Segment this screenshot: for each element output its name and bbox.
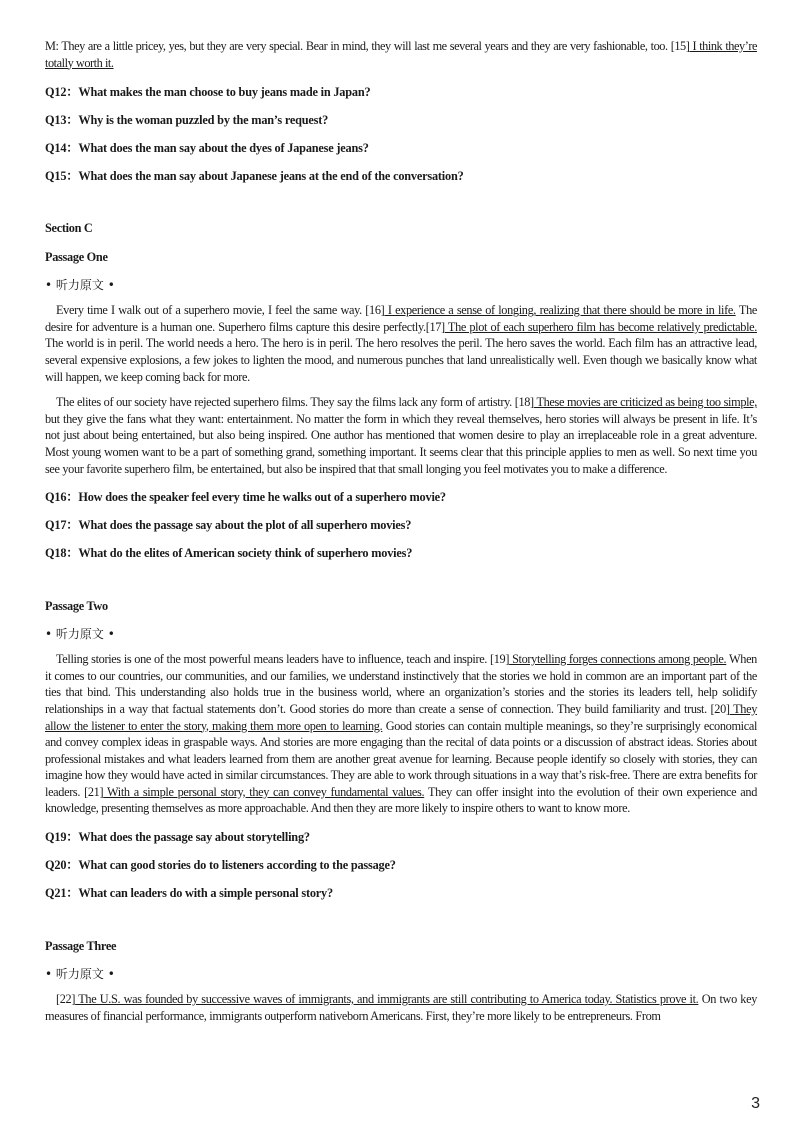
answer-underline: The plot of each superhero film has become relatively predictable. — [444, 319, 757, 334]
passage-three-title: Passage Three — [45, 939, 117, 954]
passage-two-paragraph-1: Telling stories is one of the most powerful means leaders have to influence, teach and inspire. [19] Storytelling forges connections among people. When it comes to our countries, our communities, and our families, we understand instinctively that the stories we hold in common are an important part of the ties that bind. This understanding also holds true in the business world, where an organization’s stories and the stories its leaders tell, help solidify relationships in a way that factual statements don’t. Good stories do more than create a sense of connection. They build familiarity and trust. [20] They allow the listener to enter the story, making them more open to learning. Good stories can contain multiple meanings, so they’re surprisingly economical and convey complex ideas in graspable ways. And stories are more engaging than the recital of data points or a discussion of abstract ideas. Stories about professional mistakes and what leaders learned from them are another great avenue for learning. Because people identify so closely with stories, they can imagine how they would have acted in similar circumstances. They are able to work through situations in a way that’s risk-free. There are extra benefits for leaders. [21] With a simple personal story, they can convey fundamental values. They can offer insight into the evolution of their own experience and knowledge, presenting themselves as more approachable. And then they are more likely to inspire others to want to know more. — [45, 652, 758, 816]
transcript-marker: • 听力原文 • — [45, 627, 115, 642]
answer-underline: I experience a sense of longing, realizing that there should be more in life. — [384, 303, 736, 318]
question-q18: Q18：What do the elites of American society think of superhero movies? — [45, 546, 413, 561]
answer-underline: With a simple personal story, they can convey fundamental values. — [103, 784, 425, 799]
passage-one-title: Passage One — [45, 250, 108, 265]
document-page — [45, 38, 757, 1024]
passage-one-paragraph-2: The elites of our society have rejected superhero films. They say the films lack any form of artistry. [18] These movies are criticized as being too simple, but they give the fans what they want: entertainment. No matter the form in which they reveal themselves, hero stories will always be present in life. It’s not just about being entertained, but also being inspired. One author has mentioned that women desire to play an irreplaceable role in a great adventure. Most young women want to be a part of something grand, something important. It seems clear that this principle applies to men as well. So next time you see your favorite superhero film, be entertained, but also be inspired that that small longing you feel motivates you to make a difference. — [45, 395, 758, 476]
question-q15: Q15：What does the man say about Japanese jeans at the end of the conversation? — [45, 169, 464, 184]
question-q16: Q16：How does the speaker feel every time he walks out of a superhero movie? — [45, 490, 446, 505]
page-number: 3 — [751, 1095, 760, 1112]
answer-underline: I think they’re totally worth it. — [45, 39, 758, 70]
transcript-marker: • 听力原文 • — [45, 278, 115, 293]
question-q14: Q14：What does the man say about the dyes of Japanese jeans? — [45, 141, 369, 156]
section-heading: Section C — [45, 221, 93, 236]
question-q19: Q19：What does the passage say about storytelling? — [45, 830, 310, 845]
dialogue-line: M: They are a little pricey, yes, but they are very special. Bear in mind, they will last me several years and they are very fashionable, too. [15] I think they’re totally worth it. — [45, 39, 758, 70]
passage-two-title: Passage Two — [45, 599, 108, 614]
answer-underline: They allow the listener to enter the story, making them more open to learning. — [45, 701, 758, 733]
question-q20: Q20：What can good stories do to listeners according to the passage? — [45, 858, 396, 873]
answer-underline: Storytelling forges connections among people. — [509, 652, 727, 667]
answer-underline: These movies are criticized as being too simple, — [533, 395, 758, 410]
question-q13: Q13：Why is the woman puzzled by the man’s request? — [45, 113, 329, 128]
question-q17: Q17：What does the passage say about the plot of all superhero movies? — [45, 518, 412, 533]
passage-three-paragraph-1: [22] The U.S. was founded by successive waves of immigrants, and immigrants are still contributing to America today. Statistics prove it. On two key measures of financial performance, immigrants outperform nativeborn Americans. First, they’re more likely to be entrepreneurs. From — [45, 992, 757, 1023]
answer-underline: The U.S. was founded by successive waves of immigrants, and immigrants are still contributing to America today. Statistics prove it. — [75, 992, 699, 1007]
question-q12: Q12：What makes the man choose to buy jeans made in Japan? — [45, 85, 371, 100]
question-q21: Q21：What can leaders do with a simple personal story? — [45, 886, 333, 901]
passage-one-paragraph-1: Every time I walk out of a superhero movie, I feel the same way. [16] I experience a sense of longing, realizing that there should be more in life. The desire for adventure is a human one. Superhero films capture this desire perfectly.[17] The plot of each superhero film has become relatively predictable. The world is in peril. The world needs a hero. The hero is in peril. The hero resolves the peril. The hero saves the world. Each film has an attractive lead, several expensive explosions, a few jokes to lighten the mood, and numerous punches that land unrealistically well. Even though we basically know what will happen, we keep coming back for more. — [45, 303, 757, 384]
transcript-marker: • 听力原文 • — [45, 967, 115, 982]
